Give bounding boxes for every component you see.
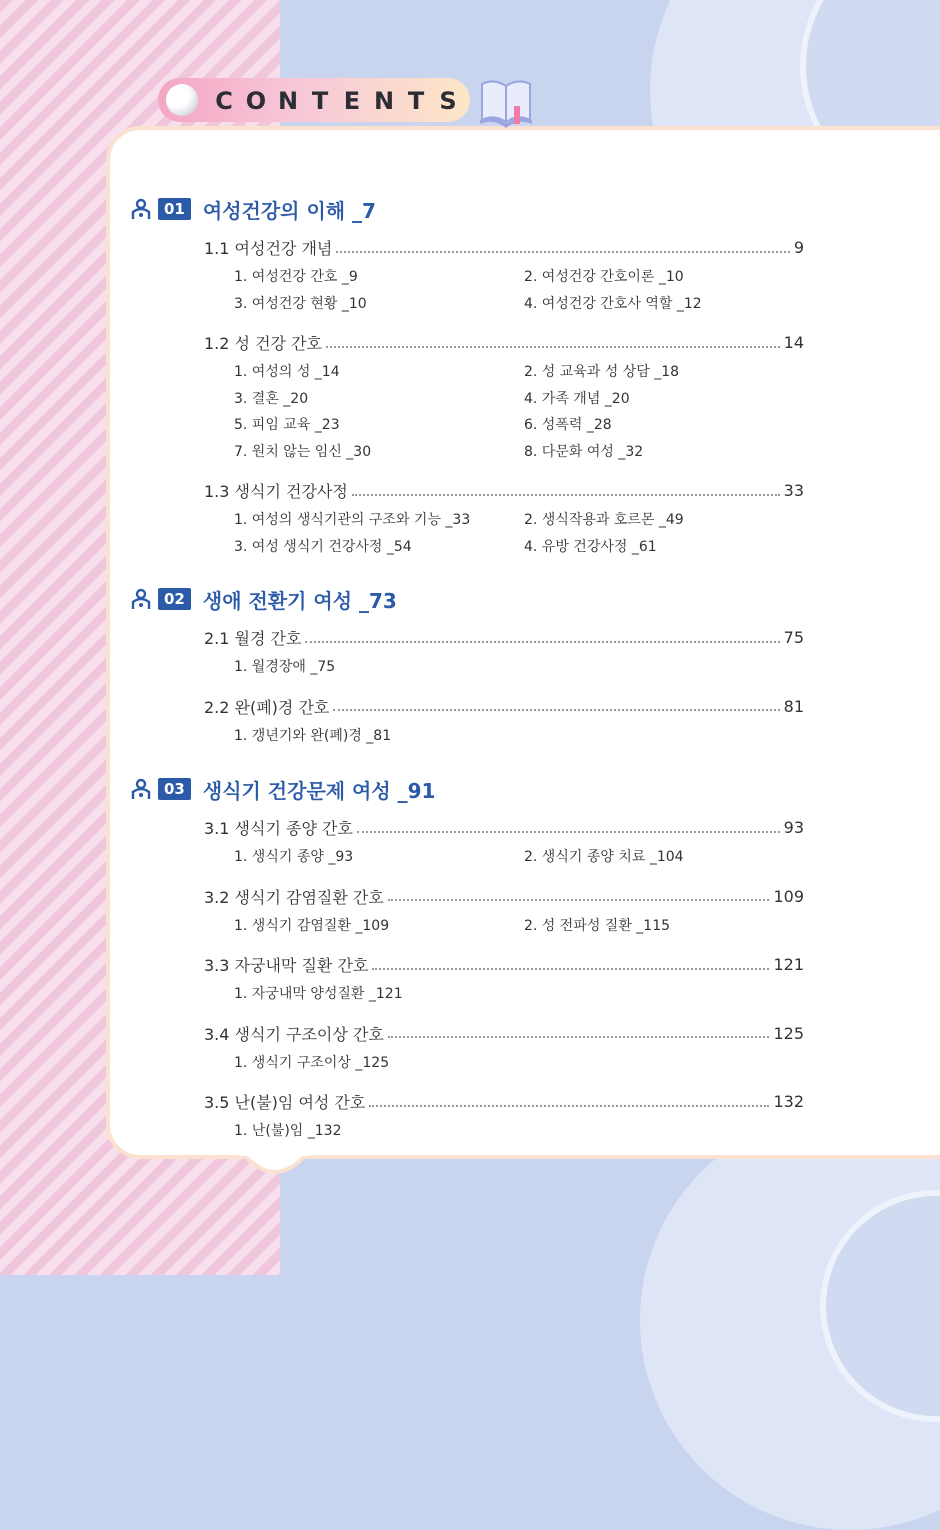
section-label: 2.1 월경 간호 — [204, 629, 302, 648]
subsection-item[interactable]: 1. 생식기 종양 _93 — [234, 849, 354, 865]
section-page: 14 — [783, 333, 804, 352]
chapter-title: 생식기 건강문제 여성 _91 — [202, 778, 436, 803]
subsection-item[interactable]: 3. 여성건강 현황 _10 — [234, 295, 367, 312]
dot-leader — [305, 641, 779, 643]
section-row[interactable] — [204, 1022, 804, 1045]
subsection-item[interactable]: 1. 여성건강 간호 _9 — [234, 269, 358, 285]
subsection-item[interactable]: 1. 생식기 감염질환 _109 — [234, 917, 390, 934]
section-page: 125 — [773, 1023, 804, 1043]
section-label: 3.5 난(불)임 여성 간호 — [204, 1093, 366, 1112]
subsection-item[interactable]: 1. 자궁내막 양성질환 _121 — [234, 986, 403, 1002]
subsection-item[interactable]: 2. 성 전파성 질환 _115 — [524, 917, 671, 934]
dot-leader — [369, 1105, 769, 1107]
section-label: 1.3 생식기 건강사정 — [204, 482, 348, 501]
dot-leader — [336, 251, 789, 253]
title-letter: E — [343, 87, 361, 115]
title-letter: T — [311, 87, 329, 115]
subsection-item[interactable]: 1. 여성의 생식기관의 구조와 기능 _33 — [234, 512, 471, 528]
subsection-item[interactable]: 4. 가족 개념 _20 — [524, 390, 630, 407]
section-page: 93 — [783, 818, 804, 837]
dot-leader — [333, 709, 779, 711]
section-row[interactable] — [204, 236, 804, 259]
dot-leader — [388, 1036, 770, 1038]
title-letter: S — [439, 87, 457, 115]
title-letter: N — [373, 87, 395, 115]
subsection-item[interactable]: 8. 다문화 여성 _32 — [524, 443, 644, 460]
title-letter: C — [215, 87, 233, 115]
section-page: 75 — [783, 628, 804, 647]
subsection-item[interactable]: 1. 생식기 구조이상 _125 — [234, 1054, 390, 1071]
section-page: 9 — [793, 238, 804, 257]
section-page: 109 — [773, 886, 804, 906]
title-letter: O — [245, 87, 267, 115]
subsection-item[interactable]: 2. 여성건강 간호이론 _10 — [524, 269, 684, 285]
dot-leader — [326, 346, 780, 348]
subsection-item[interactable]: 2. 생식기 종양 치료 _104 — [524, 849, 684, 865]
section-row[interactable] — [204, 479, 804, 502]
section-row[interactable] — [204, 885, 804, 908]
section-row[interactable] — [204, 1090, 804, 1113]
section-page: 132 — [773, 1092, 804, 1111]
section-row[interactable] — [204, 816, 804, 839]
section-page: 121 — [773, 955, 804, 974]
subsection-item[interactable]: 2. 성 교육과 성 상담 _18 — [524, 364, 680, 380]
dot-leader — [388, 899, 770, 901]
dot-leader — [352, 494, 780, 496]
subsection-item[interactable]: 3. 결혼 _20 — [234, 390, 309, 407]
title-letter: N — [277, 87, 299, 115]
section-row[interactable] — [204, 695, 804, 718]
title-letter: T — [407, 87, 425, 115]
section-label: 1.2 성 건강 간호 — [204, 334, 322, 353]
section-label: 1.1 여성건강 개념 — [204, 239, 333, 258]
chapter-title: 여성건강의 이해 _7 — [202, 198, 376, 223]
section-label: 3.2 생식기 감염질환 간호 — [204, 887, 384, 907]
subsection-item[interactable]: 4. 유방 건강사정 _61 — [524, 538, 657, 555]
section-page: 81 — [783, 696, 804, 716]
subsection-item[interactable]: 1. 갱년기와 완(폐)경 _81 — [234, 727, 392, 744]
section-label: 3.4 생식기 구조이상 간호 — [204, 1024, 384, 1044]
section-row[interactable] — [204, 331, 804, 354]
subsection-item[interactable]: 1. 월경장애 _75 — [234, 659, 336, 675]
subsection-item[interactable]: 5. 피임 교육 _23 — [234, 417, 340, 433]
chapter-heading[interactable] — [130, 584, 397, 614]
chapter-heading[interactable] — [130, 774, 435, 804]
subsection-item[interactable]: 7. 원치 않는 임신 _30 — [234, 443, 372, 460]
chapter-number: 01 — [158, 198, 191, 220]
person-icon — [130, 198, 152, 220]
chapter-number: 02 — [158, 588, 191, 610]
chapter-number: 03 — [158, 778, 191, 800]
section-page: 33 — [783, 481, 804, 500]
person-icon — [130, 588, 152, 610]
dot-leader — [357, 831, 780, 833]
chapter-title: 생애 전환기 여성 _73 — [202, 588, 397, 613]
chapter-heading[interactable] — [130, 194, 376, 224]
section-label: 2.2 완(폐)경 간호 — [204, 697, 330, 717]
dot-leader — [372, 968, 769, 970]
subsection-item[interactable]: 6. 성폭력 _28 — [524, 417, 612, 433]
section-row[interactable] — [204, 626, 804, 649]
subsection-item[interactable]: 2. 생식작용과 호르몬 _49 — [524, 512, 684, 528]
subsection-item[interactable]: 1. 난(불)임 _132 — [234, 1123, 342, 1139]
subsection-item[interactable]: 4. 여성건강 간호사 역할 _12 — [524, 295, 702, 312]
person-icon — [130, 778, 152, 800]
subsection-item[interactable]: 1. 여성의 성 _14 — [234, 364, 340, 380]
section-row[interactable] — [204, 953, 804, 976]
section-label: 3.3 자궁내막 질환 간호 — [204, 956, 369, 975]
subsection-item[interactable]: 3. 여성 생식기 건강사정 _54 — [234, 538, 412, 555]
section-label: 3.1 생식기 종양 간호 — [204, 819, 353, 838]
